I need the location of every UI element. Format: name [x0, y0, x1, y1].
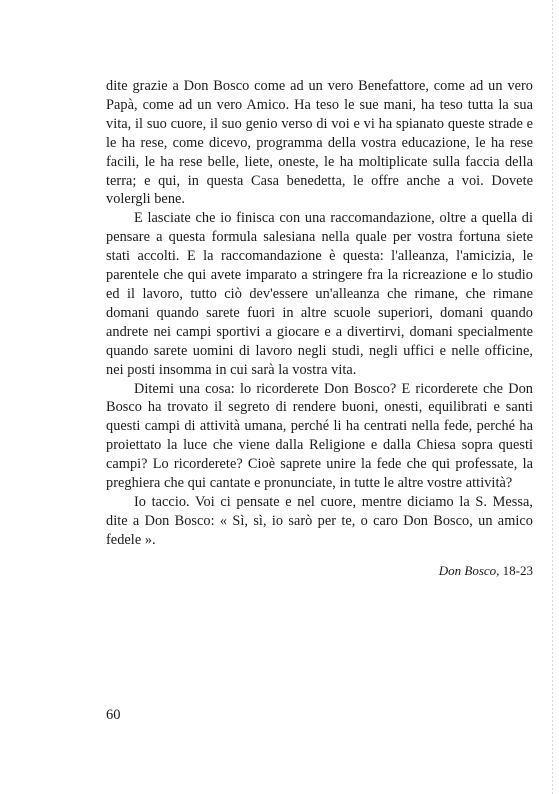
paragraph-1: dite grazie a Don Bosco come ad un vero Benefattore, come ad un vero Papà, come ad un vero Amico. Ha teso le sue mani, ha teso tutta la sua vita, il suo cuore, il suo genio verso di voi e vi ha spianato queste strade e le ha rese, come dicevo, programma della vostra educazione, le ha rese facili, le ha rese belle, liete, oneste, le ha moltiplicate sulla faccia della terra; e qui, in questa Casa benedetta, le offre anche a voi. Dovete volergli bene. — [106, 78, 533, 208]
paragraph-2: E lasciate che io finisca con una raccomandazione, oltre a quella di pensare a questa formula salesiana nella quale per vostra fortuna siete stati accolti. E la raccomandazione è questa: l'alleanza, l'amicizia, le parentele che qui avete imparato a stringere fra la ricreazione e lo studio ed il lavoro, tutto ciò dev'essere un'alleanza che rimane, che rimane domani quando sarete fuori in altre scuole superiori, domani quando andrete nei campi sportivi a giocare e a divertirvi, domani specialmente quando sarete uomini di lavoro negli studi, negli uffici e nelle officine, nei posti insomma in cui sarà la vostra vita. — [106, 210, 533, 378]
page-number: 60 — [106, 707, 121, 723]
paragraph-4: Io taccio. Voi ci pensate e nel cuore, mentre diciamo la S. Messa, dite a Don Bosco: « Sì, sì, io sarò per te, o caro Don Bosco, un amico fedele ». — [106, 493, 533, 548]
body-text — [106, 77, 533, 550]
paragraph-3: Ditemi una cosa: lo ricorderete Don Bosco? E ricorderete che Don Bosco ha trovato il segreto di rendere buoni, onesti, equilibrati e santi questi campi di attività umana, perché li ha centrati nella fede, perché ha proiettato la luce che viene dalla Religione e dalla Chiesa sopra questi campi? Lo ricorderete? Cioè saprete unire la fede che qui professate, la preghiera che qui cantate e pronunciate, in tutte le altre vostre attività? — [106, 380, 533, 492]
page-edge-line — [552, 0, 553, 794]
citation-reference: 18-23 — [502, 563, 533, 578]
source-citation — [439, 563, 533, 579]
citation-source: Don Bosco, — [438, 563, 500, 578]
